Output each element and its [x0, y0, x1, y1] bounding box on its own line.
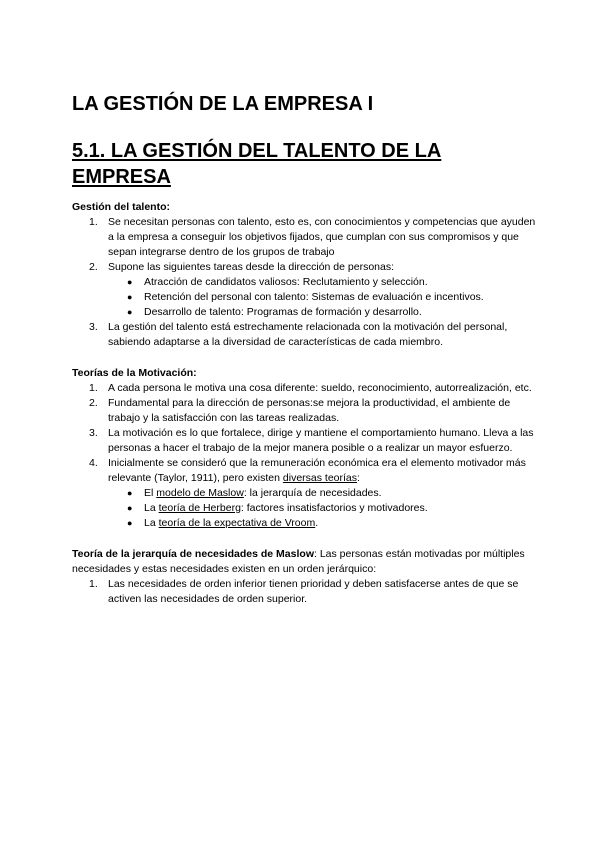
maslow-list [72, 577, 540, 607]
list-number: 2. [89, 261, 98, 273]
list-item: 4. Inicialmente se consideró que la remuneración económica era el elemento motivador más relevante (Taylor, 1911), pero existen diversas teorías: ● El modelo de Maslow: la jerarquía de necesidades. ● La teoría de Herberg: factores insatisfactorios y motivadores. ● La teoría de la expectativa de Vroom. [72, 456, 540, 531]
list-item [72, 320, 540, 350]
list-item [72, 426, 540, 456]
bullet-item: ● Atracción de candidatos valiosos: Reclutamiento y selección. [127, 276, 428, 288]
herberg-theory-link[interactable]: teoría de Herberg [158, 502, 241, 514]
bullet-icon: ● [127, 488, 133, 498]
bullet-item: ● La teoría de Herberg: factores insatisfactorios y motivadores. [127, 502, 428, 514]
list-number: 3. [89, 427, 98, 439]
bullet-item: ● Desarrollo de talento: Programas de formación y desarrollo. [127, 306, 422, 318]
bullet-icon: ● [127, 307, 133, 317]
list-item [72, 260, 540, 320]
bullet-icon: ● [127, 292, 133, 302]
motivation-list [72, 381, 540, 531]
maslow-model-link[interactable]: modelo de Maslow [156, 487, 244, 499]
list-text: La gestión del talento está estrechamente relacionada con la motivación del personal, sabiendo adaptarse a la diversidad de características de cada miembro. [108, 321, 508, 348]
list-number: 4. [89, 457, 98, 469]
list-number: 1. [89, 216, 98, 228]
list-number: 3. [89, 321, 98, 333]
section-subtitle: 5.1. LA GESTIÓN DEL TALENTO DE LA EMPRESA [72, 140, 442, 188]
list-item [72, 396, 540, 426]
list-text: La motivación es lo que fortalece, dirige y mantiene el comportamiento humano. Lleva a las personas a hacer el trabajo de la mejor manera posible o a realizar un mayor esfuerzo. [108, 427, 534, 454]
talent-heading: Gestión del talento: [72, 201, 171, 213]
list-number: 2. [89, 397, 98, 409]
diversas-teorias-link[interactable]: diversas teorías [282, 472, 358, 484]
talent-bullets [72, 275, 540, 320]
motivation-heading: Teorías de la Motivación: [72, 367, 197, 379]
list-number: 1. [89, 382, 98, 394]
maslow-heading: Teoría de la jerarquía de necesidades de Maslow [72, 548, 314, 560]
list-item [72, 215, 540, 260]
talent-list [72, 215, 540, 350]
bullet-icon: ● [127, 503, 133, 513]
bullet-icon: ● [127, 277, 133, 287]
bullet-icon: ● [127, 518, 133, 528]
bullet-item: ● El modelo de Maslow: la jerarquía de necesidades. [127, 487, 382, 499]
motivation-bullets [72, 486, 540, 531]
vroom-theory-link[interactable]: teoría de la expectativa de Vroom [158, 517, 316, 529]
list-text: Supone las siguientes tareas desde la dirección de personas: [108, 261, 395, 273]
list-text: Fundamental para la dirección de personas:se mejora la productividad, el ambiente de trabajo y la satisfacción con las tareas realizadas. [108, 397, 511, 424]
list-item [72, 577, 540, 607]
bullet-item: ● Retención del personal con talento: Sistemas de evaluación e incentivos. [127, 291, 484, 303]
maslow-intro: Teoría de la jerarquía de necesidades de Maslow: Las personas están motivadas por múltiples necesidades y estas necesidades existen en un orden jerárquico: [72, 548, 525, 575]
bullet-item: ● La teoría de la expectativa de Vroom. [127, 517, 319, 529]
list-text: Se necesitan personas con talento, esto es, con conocimientos y competencias que ayuden a la empresa a conseguir los objetivos fijados, que cumplan con sus compromisos y que sepan integrarse dentro de los grupos de trabajo [108, 216, 536, 258]
list-item [72, 381, 540, 396]
list-number: 1. [89, 578, 98, 590]
list-text: A cada persona le motiva una cosa diferente: sueldo, reconocimiento, autorrealización, etc. [108, 382, 532, 394]
list-text: Las necesidades de orden inferior tienen prioridad y deben satisfacerse antes de que se activen las necesidades de orden superior. [108, 578, 519, 605]
document-title: LA GESTIÓN DE LA EMPRESA I [72, 93, 374, 115]
